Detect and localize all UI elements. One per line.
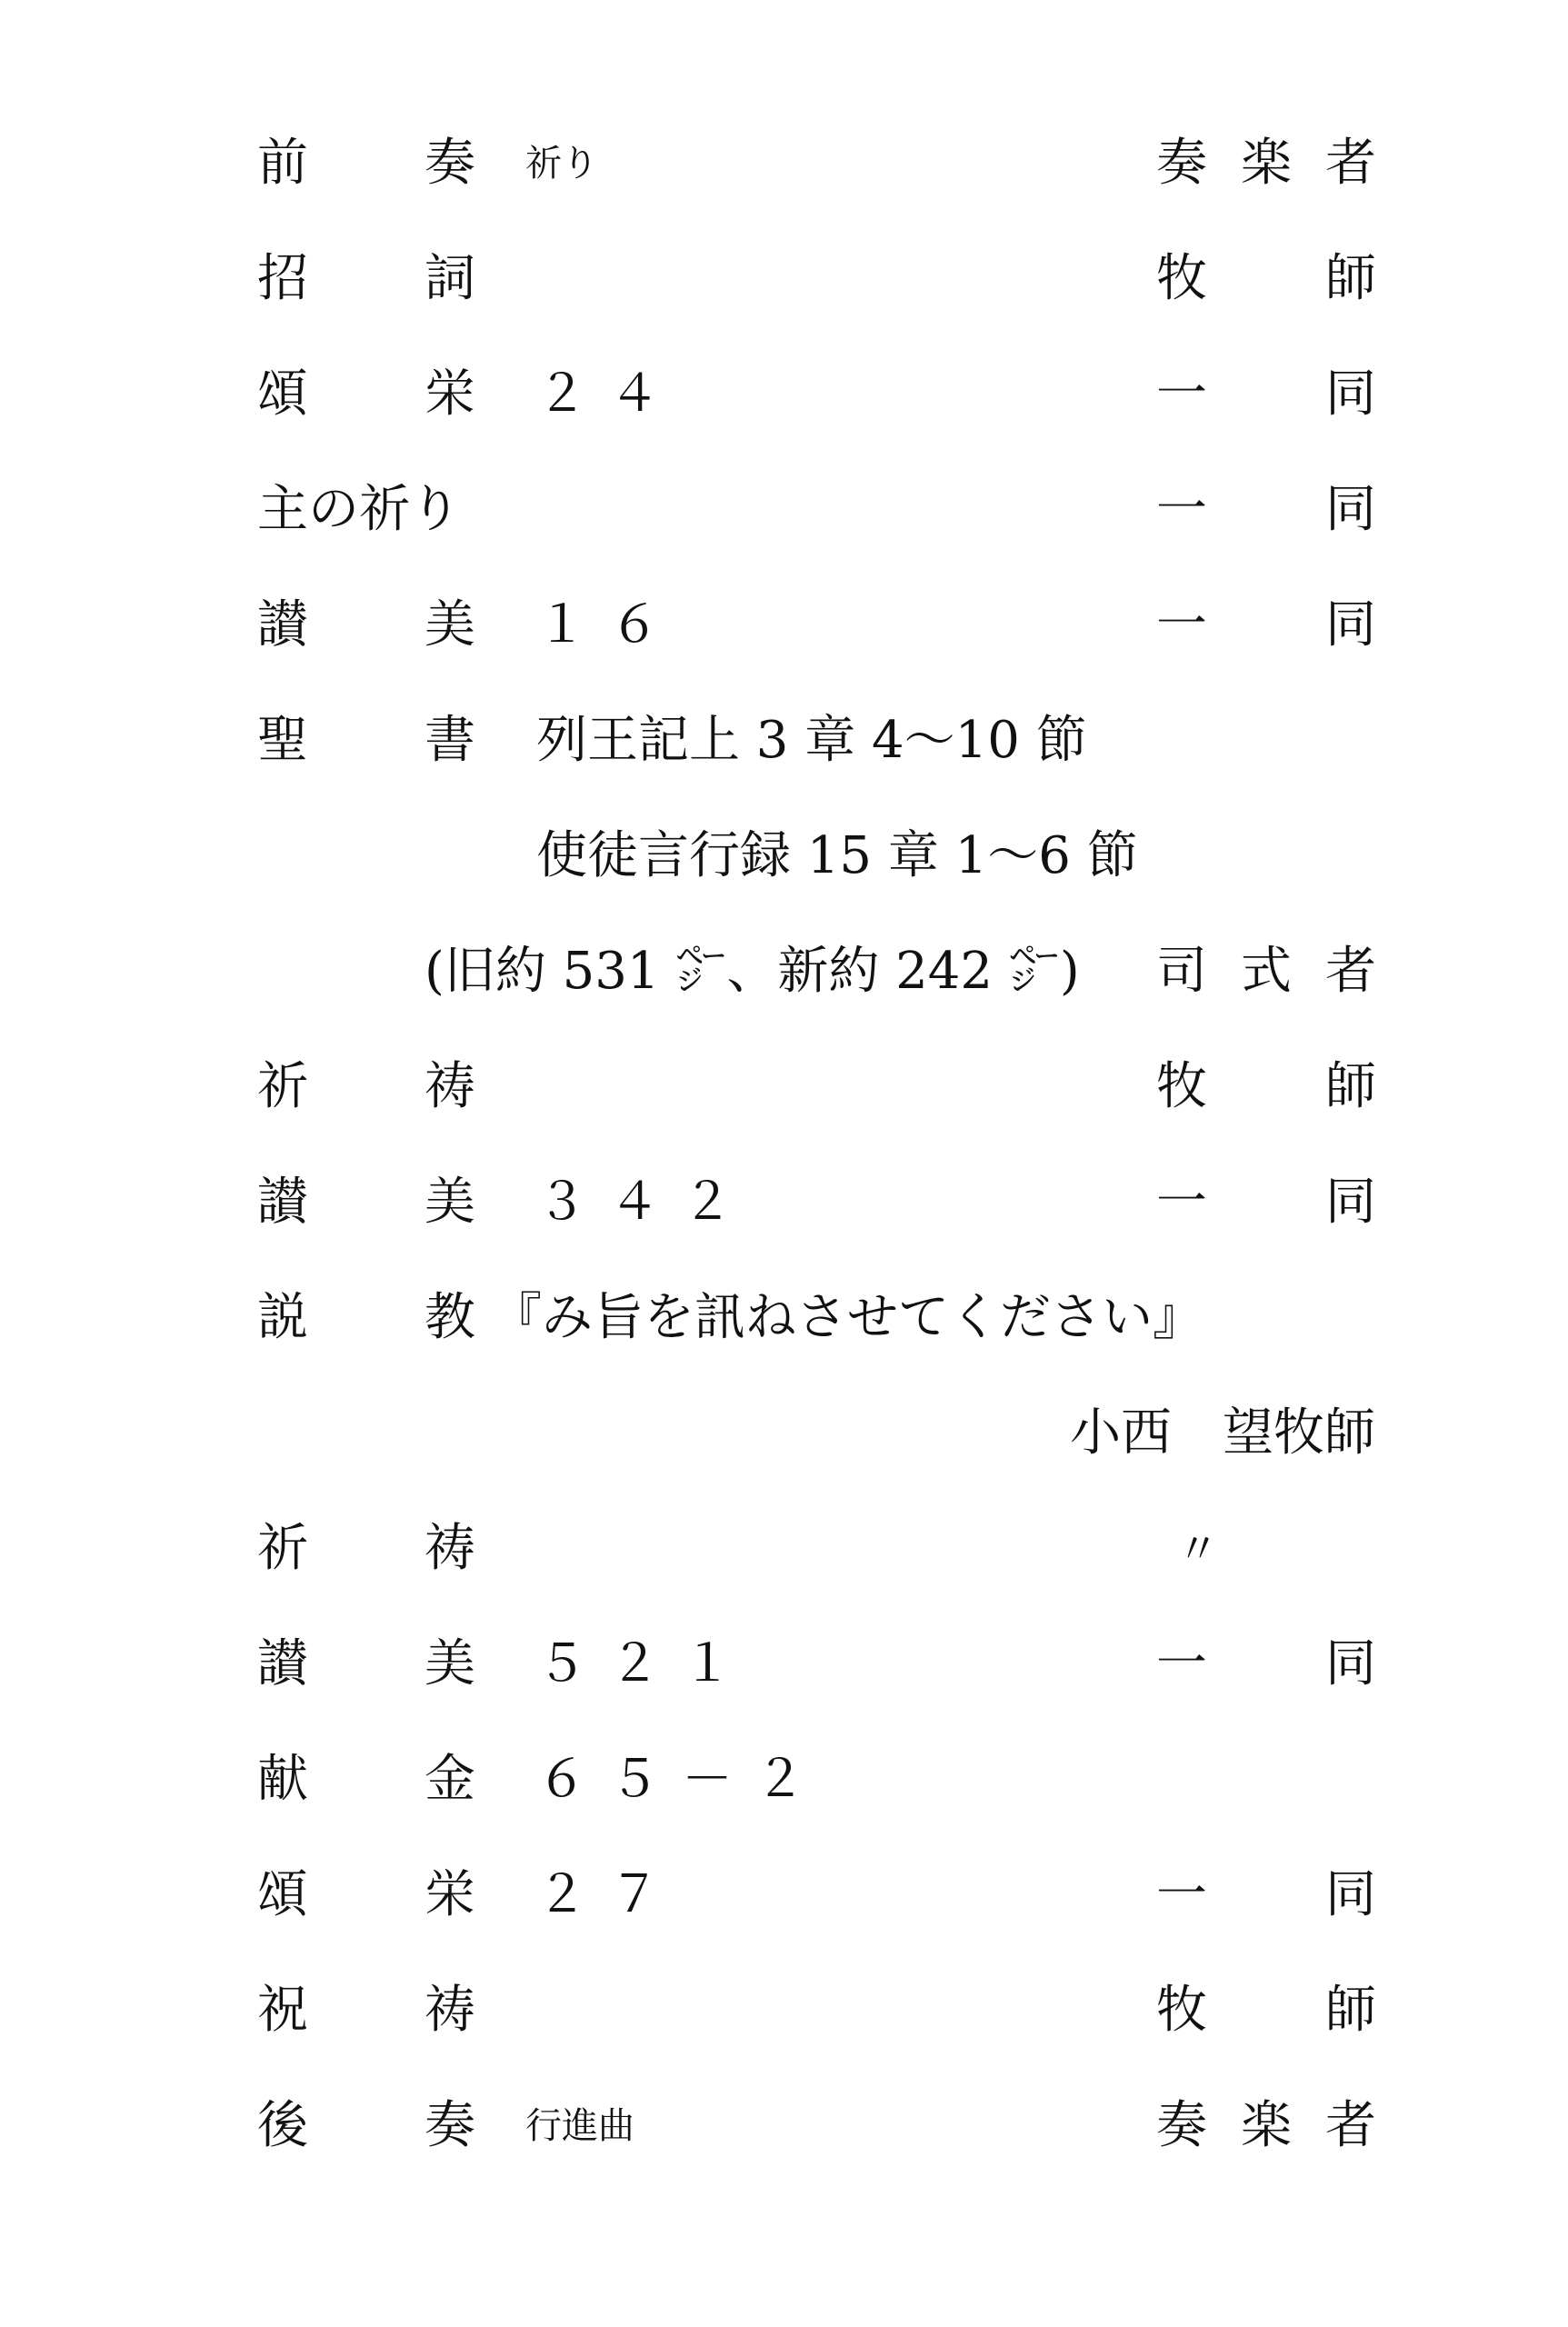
item-char-1: 祝 bbox=[257, 1981, 308, 2040]
hymn-number: ５２１ bbox=[536, 1634, 754, 1693]
program-row-hymn-2 bbox=[0, 1153, 1568, 1253]
item-char-2: 詞 bbox=[424, 249, 475, 308]
item-char-2: 祷 bbox=[424, 1519, 475, 1578]
role-char-3: 同 bbox=[1325, 1634, 1376, 1693]
program-row-prelude bbox=[0, 114, 1568, 214]
scripture-pages: (旧約 531 ㌻、新約 242 ㌻) bbox=[424, 942, 1080, 1001]
role-char-3: 同 bbox=[1325, 1173, 1376, 1232]
scripture-reference: 使徒言行録 15 章 1～6 節 bbox=[536, 826, 1138, 885]
item-char-2: 奏 bbox=[424, 134, 475, 193]
preacher-name: 小西 望牧師 bbox=[1070, 1403, 1375, 1463]
hymn-number: ３４２ bbox=[536, 1173, 754, 1232]
role-char-1: 一 bbox=[1156, 365, 1207, 424]
item-label: 主の祈り bbox=[257, 480, 461, 539]
item-char-2: 美 bbox=[424, 595, 475, 654]
program-row-postlude bbox=[0, 2076, 1568, 2176]
role-char-1: 一 bbox=[1156, 480, 1207, 539]
scripture-reference: 列王記上 3 章 4～10 節 bbox=[536, 711, 1087, 770]
program-row-prayer bbox=[0, 1037, 1568, 1137]
item-char-1: 頌 bbox=[257, 1865, 308, 1924]
item-char-1: 招 bbox=[257, 249, 308, 308]
role-char-3: 者 bbox=[1325, 134, 1376, 193]
item-char-2: 書 bbox=[424, 711, 475, 770]
hymn-number: ６５－２ bbox=[536, 1750, 827, 1809]
role-char-1: 一 bbox=[1156, 1634, 1207, 1693]
item-char-2: 祷 bbox=[424, 1057, 475, 1116]
item-char-1: 前 bbox=[257, 134, 308, 193]
item-char-2: 栄 bbox=[424, 365, 475, 424]
role-char-3: 同 bbox=[1325, 365, 1376, 424]
program-row-prayer-2 bbox=[0, 1499, 1568, 1599]
program-row-doxology-2 bbox=[0, 1845, 1568, 1945]
program-row-scripture-2 bbox=[0, 806, 1568, 906]
item-char-2: 美 bbox=[424, 1173, 475, 1232]
item-char-2: 祷 bbox=[424, 1981, 475, 2040]
program-row-preacher bbox=[0, 1383, 1568, 1483]
item-char-1: 後 bbox=[257, 2096, 308, 2155]
role-char-1: 牧 bbox=[1156, 249, 1207, 308]
program-row-sermon bbox=[0, 1268, 1568, 1368]
item-char-1: 献 bbox=[257, 1750, 308, 1809]
role-char-3: 同 bbox=[1325, 1865, 1376, 1924]
program-row-scripture bbox=[0, 691, 1568, 791]
item-char-1: 祈 bbox=[257, 1057, 308, 1116]
role-char-3: 師 bbox=[1325, 249, 1376, 308]
item-detail: 祈り bbox=[525, 143, 598, 185]
program-row-doxology bbox=[0, 345, 1568, 444]
role-char-3: 師 bbox=[1325, 1057, 1376, 1116]
item-char-1: 祈 bbox=[257, 1519, 308, 1578]
role-char-2: 楽 bbox=[1241, 2096, 1292, 2155]
program-row-offering bbox=[0, 1730, 1568, 1830]
role-char-3: 者 bbox=[1325, 942, 1376, 1001]
role-char-1: 奏 bbox=[1156, 134, 1207, 193]
item-char-2: 金 bbox=[424, 1750, 475, 1809]
item-char-2: 奏 bbox=[424, 2096, 475, 2155]
item-char-1: 讃 bbox=[257, 595, 308, 654]
hymn-number: ２４ bbox=[536, 365, 682, 424]
sermon-title: 『み旨を訊ねさせてください』 bbox=[491, 1288, 1203, 1347]
item-char-1: 聖 bbox=[257, 711, 308, 770]
role-char-3: 師 bbox=[1325, 1981, 1376, 2040]
role-char-2: 楽 bbox=[1241, 134, 1292, 193]
program-row-benediction bbox=[0, 1961, 1568, 2061]
program-row-call-to-worship bbox=[0, 229, 1568, 329]
item-char-2: 美 bbox=[424, 1634, 475, 1693]
program-row-lords-prayer bbox=[0, 460, 1568, 560]
hymn-number: １６ bbox=[536, 595, 682, 654]
item-char-2: 教 bbox=[424, 1288, 475, 1347]
item-char-1: 説 bbox=[257, 1288, 308, 1347]
item-char-1: 讃 bbox=[257, 1634, 308, 1693]
item-char-1: 頌 bbox=[257, 365, 308, 424]
role-char-3: 同 bbox=[1325, 595, 1376, 654]
role-char-1: 司 bbox=[1156, 942, 1207, 1001]
role-char-2: 式 bbox=[1241, 942, 1292, 1001]
role-char-1: 一 bbox=[1156, 595, 1207, 654]
role-char-3: 者 bbox=[1325, 2096, 1376, 2155]
role-char-3: 同 bbox=[1325, 480, 1376, 539]
ditto-mark: 〃 bbox=[1177, 1524, 1219, 1573]
program-row-scripture-pages bbox=[0, 922, 1568, 1022]
role-char-1: 牧 bbox=[1156, 1057, 1207, 1116]
item-detail: 行進曲 bbox=[525, 2105, 634, 2147]
item-char-2: 栄 bbox=[424, 1865, 475, 1924]
item-char-1: 讃 bbox=[257, 1173, 308, 1232]
role-char-1: 一 bbox=[1156, 1865, 1207, 1924]
program-row-hymn-1 bbox=[0, 575, 1568, 675]
role-char-1: 牧 bbox=[1156, 1981, 1207, 2040]
hymn-number: ２７ bbox=[536, 1865, 682, 1924]
role-char-1: 一 bbox=[1156, 1173, 1207, 1232]
program-row-hymn-3 bbox=[0, 1614, 1568, 1714]
role-char-1: 奏 bbox=[1156, 2096, 1207, 2155]
